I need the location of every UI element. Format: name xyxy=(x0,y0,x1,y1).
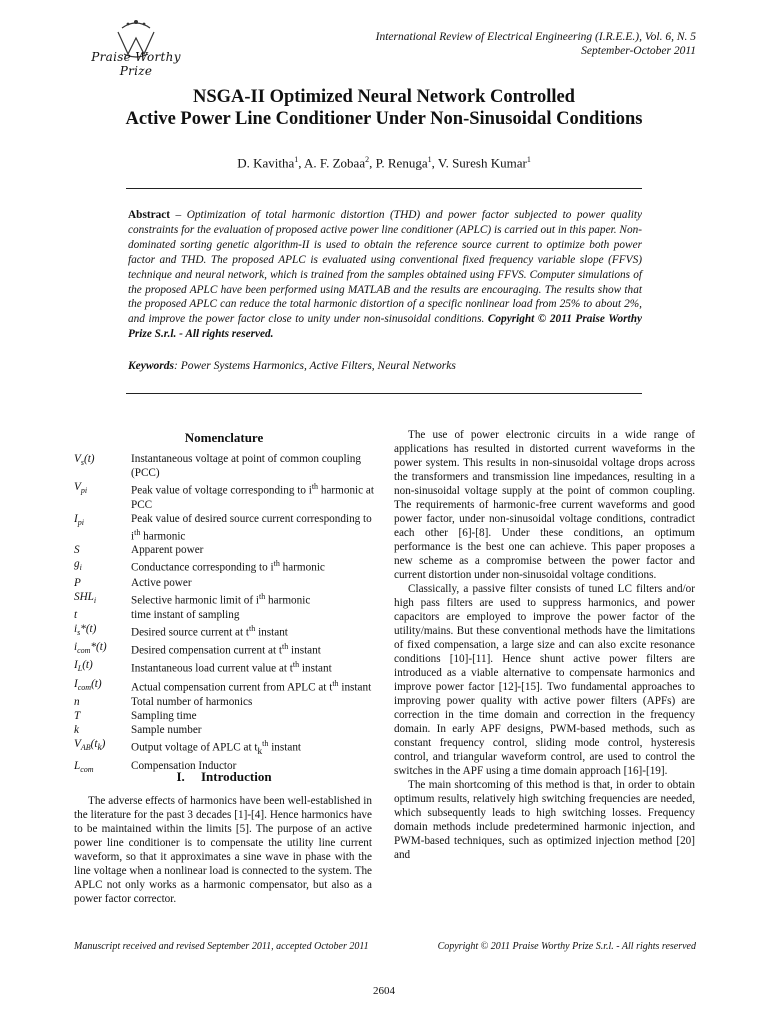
paper-title xyxy=(0,86,768,130)
author-name: V. Suresh Kumar xyxy=(437,155,527,171)
nomenclature-definition: Total number of harmonics xyxy=(131,695,253,708)
nomenclature-row xyxy=(74,622,374,640)
abstract-copyright: Copyright © 2011 Praise Worthy Prize S.r.l. - All rights reserved. xyxy=(128,313,642,341)
nomenclature-list xyxy=(74,452,374,777)
journal-issue-date: September-October 2011 xyxy=(581,45,696,57)
author-affiliation: 1 xyxy=(294,155,299,164)
nomenclature-row xyxy=(74,608,374,622)
nomenclature-definition: Apparent power xyxy=(131,544,204,557)
nomenclature-symbol: $g_i$ xyxy=(74,558,82,573)
author-list: D. Kavitha$^1$, A. F. Zobaa$^2$, P. Renuga$^1$, V. Suresh Kumar$^1$ xyxy=(237,155,531,171)
nomenclature-row xyxy=(74,452,374,480)
abstract xyxy=(128,208,642,342)
nomenclature-row xyxy=(74,695,374,709)
author-name: P. Renuga xyxy=(375,155,428,171)
right-paragraph-3: The main shortcoming of this method is that, in order to obtain optimum results, relatively high switching frequencies are needed, which subsequently leads to high switching losses. Frequency domain methods include predetermined harmonic injection, and PWM-based techniques, such as optimized injection method [20] and xyxy=(394,779,695,861)
nomenclature-definition: Conductance corresponding to $i^{th}$ harmonic xyxy=(131,559,325,575)
introduction-heading xyxy=(74,769,374,785)
paper-title-line1: NSGA-II Optimized Neural Network Controlled xyxy=(193,87,575,107)
nomenclature-symbol: $I_{com}(t)$ xyxy=(74,677,102,692)
nomenclature-definition: Compensation Inductor xyxy=(131,759,237,772)
page-number: 2604 xyxy=(373,985,395,997)
nomenclature-symbol: $SHL_i$ xyxy=(74,590,97,605)
nomenclature-symbol: $i_{com}*(t)$ xyxy=(74,641,107,656)
abstract-label: Abstract xyxy=(128,209,171,221)
nomenclature-row xyxy=(74,709,374,723)
nomenclature-definition: Desired compensation current at $t^{th}$ instant xyxy=(131,642,321,657)
nomenclature-definition: Output voltage of APLC at $t_k^{th}$ instant xyxy=(131,738,302,757)
journal-header xyxy=(376,30,696,58)
nomenclature-row xyxy=(74,590,374,608)
nomenclature-row xyxy=(74,480,374,512)
nomenclature-symbol: $I_L(t)$ xyxy=(74,659,93,674)
section-number: I. xyxy=(176,769,185,784)
nomenclature-symbol: P xyxy=(74,576,81,589)
right-paragraph-2: Classically, a passive filter consists of tuned LC filters and/or high pass filters are used to suppress harmonics, and power capacitors are employed to improve the power factor of the utility/mains. But these conventional methods have the limitations of fixed compensation, a large size and can also excite resonance conditions [10]-[11]. Hence shunt active power filters are introduced as a viable alternative to compensate harmonics and improve power factor [12]-[15]. Two fundamental approaches to improving power quality with active power filters (APFs) are correction in the time domain and correction in the frequency domain. In early APF designs, PWM-based methods, such as constant frequency control, sliding mode control, hysteresis control, and triangular waveform control, are used to control the switches in the APF using a time domain approach [16]-[19]. xyxy=(394,583,695,777)
nomenclature-row xyxy=(74,543,374,557)
manuscript-dates: Manuscript received and revised September 2011, accepted October 2011 xyxy=(74,941,369,952)
nomenclature-row xyxy=(74,658,374,676)
nomenclature-definition: Actual compensation current from APLC at $t^{th}$ instant xyxy=(131,678,372,694)
abstract-text: Optimization of total harmonic distortion (THD) and power factor subjected to power quality constraints for the evaluation of proposed active power line conditioner (APLC) is carried out in this paper. Non-dominated sorting genetic algorithm-II is used to obtain the reference source current to optimize both power factor and THD. The proposed APLC is evaluated using conventional fixed frequency variable slope (FFVS) technique and neural network, which is trained from the samples obtained using FFVS. Computer simulations of the proposed APLC have been performed using MATLAB and the results are encouraging. The results show that the proposed APLC can reduce the total harmonic distortion of a specific nonlinear load from 25% to about 2%, and improve the power factor close to unity under non-sinusoidal conditions. xyxy=(128,209,643,326)
author-affiliation: 2 xyxy=(365,155,370,164)
intro-paragraph: The adverse effects of harmonics have been well-established in the literature for the past 3 decades [1]-[4]. Hence harmonics have to be maintained within the limits [5]. The purpose of an active power line conditioner is to compensate the utility line current waveform, so that it approximates a sine wave in phase with the line voltage when a nonlinear load is connected to the system. The APLC not only works as a harmonic compensator, but also as a power factor corrector. xyxy=(74,795,372,905)
author-name: A. F. Zobaa xyxy=(304,155,366,171)
bottom-divider xyxy=(126,393,642,394)
author-affiliation: 1 xyxy=(427,155,432,164)
right-column-text xyxy=(394,428,695,862)
nomenclature-row xyxy=(74,557,374,575)
left-column-text xyxy=(74,794,372,906)
nomenclature-definition: Instantaneous load current value at $t^{th}$ instant xyxy=(131,660,332,676)
nomenclature-row xyxy=(74,640,374,658)
nomenclature-symbol: k xyxy=(74,723,79,736)
nomenclature-definition: Peak value of desired source current corresponding to $i^{th}$ harmonic xyxy=(131,512,372,543)
nomenclature-row xyxy=(74,737,374,759)
keywords xyxy=(128,360,642,372)
nomenclature-definition: time instant of sampling xyxy=(131,608,240,621)
top-divider xyxy=(126,188,642,189)
nomenclature-definition: Instantaneous voltage at point of common coupling (PCC) xyxy=(131,453,361,479)
nomenclature-symbol: S xyxy=(74,544,80,557)
footer-copyright: Copyright © 2011 Praise Worthy Prize S.r.l. - All rights reserved xyxy=(437,941,696,952)
nomenclature-row xyxy=(74,576,374,590)
nomenclature-row xyxy=(74,677,374,695)
nomenclature-definition: Active power xyxy=(131,576,192,589)
right-paragraph-1: The use of power electronic circuits in a wide range of applications has resulted in distorted current waveforms in the power system. This results in non-sinusoidal voltage drops across the transformers and transmission line impedances, resulting in a non-sinusoidal voltage supply at the point of common coupling. The requirements of harmonic-free current waveforms and good power factor, under non-sinusoidal voltage conditions, contradict each other [6]-[8]. Under these conditions, an optimum performance is the best one can achieve. This paper proposes a new scheme as a compromise between the power factor and current distortion under non-sinusoidal voltage conditions. xyxy=(394,429,695,581)
nomenclature-symbol: n xyxy=(74,695,80,708)
nomenclature-definition: Selective harmonic limit of $i^{th}$ harmonic xyxy=(131,591,311,607)
nomenclature-symbol: t xyxy=(74,608,78,621)
nomenclature-symbol: $V_{AB}(t_k)$ xyxy=(74,737,106,754)
keywords-text: : Power Systems Harmonics, Active Filters, Neural Networks xyxy=(174,360,456,372)
nomenclature-symbol: $i_s*(t)$ xyxy=(74,622,97,638)
nomenclature-symbol: $L_{com}$ xyxy=(74,759,94,775)
author-affiliation: 1 xyxy=(526,155,531,164)
nomenclature-symbol: $I_{pi}$ xyxy=(74,512,84,527)
nomenclature-definition: Sample number xyxy=(131,723,202,736)
nomenclature-symbol: $V_{pi}$ xyxy=(74,481,88,496)
nomenclature-definition: Desired source current at $t^{th}$ instant xyxy=(131,623,288,639)
paper-title-line2: Active Power Line Conditioner Under Non-Sinusoidal Conditions xyxy=(125,109,643,129)
publisher-logo-text: Praise Worthy Prize xyxy=(91,50,181,78)
section-title: Introduction xyxy=(201,769,272,784)
author-name: D. Kavitha xyxy=(237,155,295,171)
nomenclature-definition: Sampling time xyxy=(131,709,197,722)
nomenclature-definition: Peak value of voltage corresponding to $i^{th}$ harmonic at PCC xyxy=(131,482,374,511)
keywords-label: Keywords xyxy=(128,360,174,372)
nomenclature-symbol: $V_s(t)$ xyxy=(74,453,95,468)
journal-name: International Review of Electrical Engineering (I.R.E.E.), Vol. 6, N. 5 xyxy=(375,31,696,43)
abstract-dash: – xyxy=(170,209,187,221)
nomenclature-symbol: T xyxy=(74,709,81,722)
nomenclature-heading: Nomenclature xyxy=(184,430,264,445)
nomenclature-row xyxy=(74,723,374,737)
nomenclature-row xyxy=(74,512,374,544)
